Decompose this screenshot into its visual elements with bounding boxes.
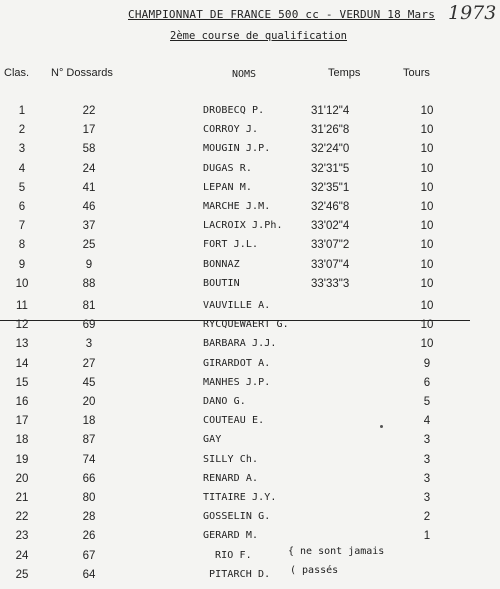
table-row: [0, 143, 500, 163]
cell-clas: 1: [18, 105, 26, 117]
column-header-clas: Clas.: [4, 67, 30, 79]
cell-nom: GIRARDOT A.: [203, 358, 271, 369]
table-row: [0, 473, 500, 493]
cell-clas: 10: [15, 278, 29, 290]
cell-nom: MARCHE J.M.: [203, 201, 271, 212]
cell-nom: LACROIX J.Ph.: [203, 220, 283, 231]
cell-nom: COUTEAU E.: [203, 415, 265, 426]
cell-nom: VAUVILLE A.: [203, 300, 271, 311]
cell-clas: 12: [15, 319, 29, 331]
cell-tours: 10: [420, 220, 434, 232]
note-line-1: { ne sont jamais: [288, 546, 385, 557]
table-row: [0, 278, 500, 298]
cell-nom: DROBECQ P.: [203, 105, 265, 116]
table-row: [0, 530, 500, 550]
cell-dossard: 58: [82, 143, 96, 155]
cell-dossard: 74: [82, 454, 96, 466]
cell-dossard: 45: [82, 377, 96, 389]
table-row: [0, 415, 500, 435]
qualification-divider-line: [0, 320, 470, 321]
cell-clas: 4: [18, 163, 26, 175]
cell-clas: 19: [15, 454, 29, 466]
cell-clas: 3: [18, 143, 26, 155]
table-row: [0, 201, 500, 221]
cell-nom: TITAIRE J.Y.: [203, 492, 277, 503]
cell-tours: 2: [423, 511, 431, 523]
cell-dossard: 80: [82, 492, 96, 504]
table-row: [0, 259, 500, 279]
table-row: [0, 239, 500, 259]
cell-nom: GAY: [203, 434, 222, 445]
cell-nom: GOSSELIN G.: [203, 511, 271, 522]
cell-dossard: 87: [82, 434, 96, 446]
cell-dossard: 69: [82, 319, 96, 331]
cell-temps: 33'33"3: [311, 278, 350, 290]
cell-nom: RIO F.: [215, 550, 252, 561]
cell-clas: 21: [15, 492, 29, 504]
column-header-tours: Tours: [403, 67, 430, 79]
cell-clas: 17: [15, 415, 29, 427]
document-title: CHAMPIONNAT DE FRANCE 500 cc - VERDUN 18 Mars: [128, 8, 436, 21]
cell-dossard: 88: [82, 278, 96, 290]
cell-tours: 10: [420, 201, 434, 213]
cell-dossard: 24: [82, 163, 96, 175]
table-row: [0, 550, 500, 570]
cell-dossard: 25: [82, 239, 96, 251]
table-row: [0, 124, 500, 144]
cell-temps: 33'02"4: [311, 220, 350, 232]
table-row: [0, 338, 500, 358]
cell-clas: 2: [18, 124, 26, 136]
cell-tours: 10: [420, 319, 434, 331]
handwritten-year: 1973: [448, 2, 497, 24]
cell-temps: 33'07"4: [311, 259, 350, 271]
cell-tours: 5: [423, 396, 431, 408]
table-row: [0, 511, 500, 531]
cell-clas: 22: [15, 511, 29, 523]
cell-clas: 25: [15, 569, 29, 581]
table-row: [0, 220, 500, 240]
cell-tours: 4: [423, 415, 431, 427]
cell-clas: 9: [18, 259, 26, 271]
cell-clas: 8: [18, 239, 26, 251]
cell-tours: 10: [420, 338, 434, 350]
cell-tours: 10: [420, 259, 434, 271]
cell-dossard: 28: [82, 511, 96, 523]
cell-clas: 6: [18, 201, 26, 213]
cell-clas: 15: [15, 377, 29, 389]
cell-dossard: 22: [82, 105, 96, 117]
cell-nom: FORT J.L.: [203, 239, 259, 250]
cell-dossard: 18: [82, 415, 96, 427]
cell-tours: 3: [423, 492, 431, 504]
cell-clas: 20: [15, 473, 29, 485]
cell-nom: GERARD M.: [203, 530, 259, 541]
cell-tours: 10: [420, 300, 434, 312]
cell-clas: 7: [18, 220, 26, 232]
cell-temps: 32'46"8: [311, 201, 350, 213]
cell-clas: 14: [15, 358, 29, 370]
cell-nom: LEPAN M.: [203, 182, 252, 193]
cell-dossard: 17: [82, 124, 96, 136]
cell-clas: 11: [16, 300, 28, 312]
document-subtitle: 2ème course de qualification: [170, 30, 348, 42]
cell-dossard: 81: [82, 300, 96, 312]
cell-clas: 16: [15, 396, 29, 408]
table-row: [0, 454, 500, 474]
cell-nom: RENARD A.: [203, 473, 259, 484]
cell-tours: 9: [423, 358, 431, 370]
table-row: [0, 182, 500, 202]
cell-tours: 10: [420, 105, 434, 117]
table-row: [0, 163, 500, 183]
cell-tours: 10: [420, 163, 434, 175]
cell-nom: PITARCH D.: [209, 569, 271, 580]
cell-temps: 32'24"0: [311, 143, 350, 155]
column-header-dossards: N° Dossards: [51, 67, 113, 79]
cell-nom: DUGAS R.: [203, 163, 252, 174]
cell-tours: 10: [420, 124, 434, 136]
cell-temps: 31'12"4: [311, 105, 350, 117]
cell-tours: 3: [423, 434, 431, 446]
cell-tours: 10: [420, 239, 434, 251]
cell-dossard: 37: [82, 220, 96, 232]
cell-tours: 1: [423, 530, 431, 542]
cell-dossard: 9: [85, 259, 93, 271]
cell-clas: 13: [15, 338, 29, 350]
cell-dossard: 46: [82, 201, 96, 213]
cell-nom: MANHES J.P.: [203, 377, 271, 388]
cell-nom: BARBARA J.J.: [203, 338, 277, 349]
cell-dossard: 41: [82, 182, 96, 194]
table-row: [0, 396, 500, 416]
cell-tours: 10: [420, 278, 434, 290]
cell-clas: 18: [15, 434, 29, 446]
cell-temps: 32'31"5: [311, 163, 350, 175]
cell-tours: 6: [423, 377, 431, 389]
table-row: [0, 300, 500, 320]
table-row: [0, 569, 500, 589]
cell-dossard: 64: [82, 569, 96, 581]
cell-tours: 10: [420, 182, 434, 194]
table-row: [0, 358, 500, 378]
cell-dossard: 66: [82, 473, 96, 485]
table-row: [0, 319, 500, 339]
cell-dossard: 26: [82, 530, 96, 542]
cell-nom: BOUTIN: [203, 278, 240, 289]
cell-dossard: 3: [85, 338, 93, 350]
cell-temps: 33'07"2: [311, 239, 350, 251]
table-row: [0, 434, 500, 454]
cell-nom: CORROY J.: [203, 124, 259, 135]
table-row: [0, 377, 500, 397]
ink-speck: [380, 425, 383, 428]
cell-nom: RYCQUEWAERT G.: [203, 319, 289, 330]
cell-tours: 10: [420, 143, 434, 155]
cell-clas: 23: [15, 530, 29, 542]
cell-dossard: 27: [82, 358, 96, 370]
cell-nom: SILLY Ch.: [203, 454, 259, 465]
table-row: [0, 105, 500, 125]
column-header-noms: NOMS: [232, 69, 257, 80]
cell-temps: 32'35"1: [311, 182, 350, 194]
cell-nom: BONNAZ: [203, 259, 240, 270]
cell-temps: 31'26"8: [311, 124, 350, 136]
cell-tours: 3: [423, 454, 431, 466]
table-row: [0, 492, 500, 512]
cell-nom: DANO G.: [203, 396, 246, 407]
cell-nom: MOUGIN J.P.: [203, 143, 271, 154]
cell-dossard: 67: [82, 550, 96, 562]
note-line-2: ( passés: [290, 565, 339, 576]
column-header-temps: Temps: [328, 67, 361, 79]
cell-clas: 5: [18, 182, 26, 194]
cell-tours: 3: [423, 473, 431, 485]
cell-clas: 24: [15, 550, 29, 562]
cell-dossard: 20: [82, 396, 96, 408]
